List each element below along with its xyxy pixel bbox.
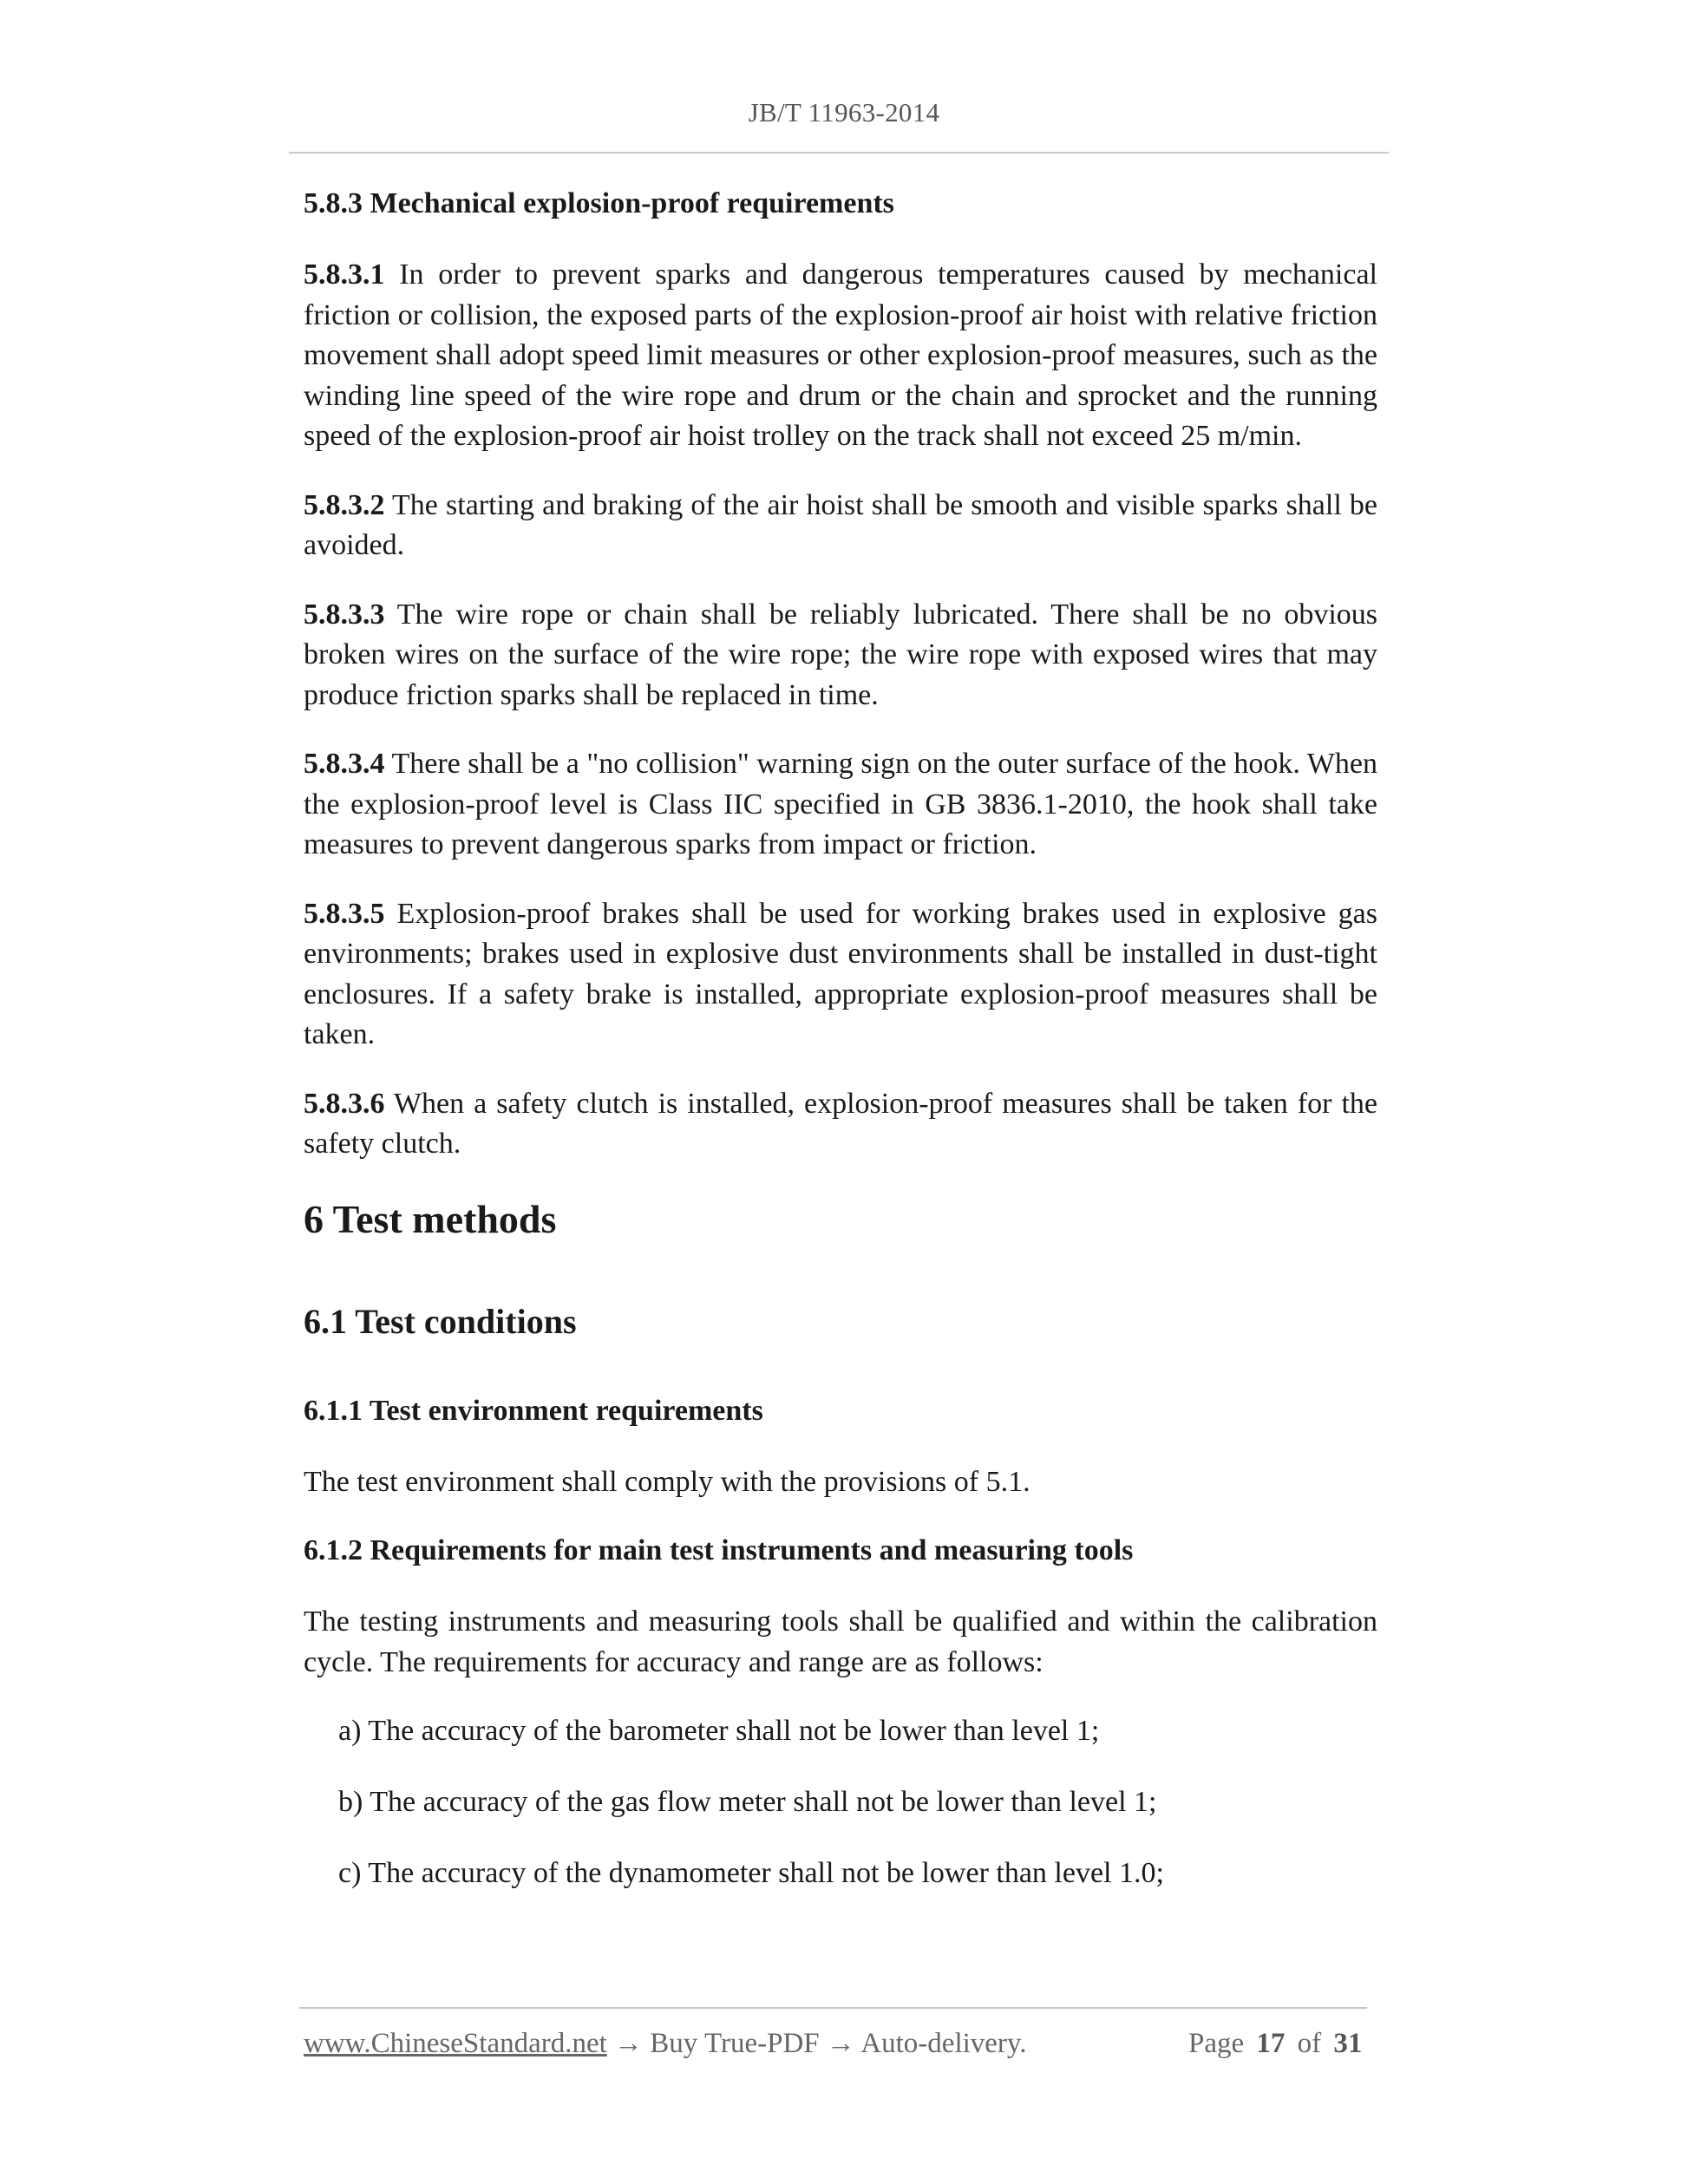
section-6-1-title: 6.1 Test conditions (304, 1301, 577, 1341)
list-item-c: c) The accuracy of the dynamometer shall not be lower than level 1.0; (338, 1857, 1164, 1889)
section-6-1-1-title: 6.1.1 Test environment requirements (304, 1394, 763, 1427)
clause-text: There shall be a "no collision" warning sign on the outer surface of the hook. When the explosion-proof level is Class IIC specified in GB 3836.1-2010, the hook shall take measures to prevent dangerous sparks from impact or friction. (304, 748, 1377, 860)
site-link[interactable]: www.ChineseStandard.net (304, 2028, 607, 2059)
clause-text: In order to prevent sparks and dangerous temperatures caused by mechanical friction or collision, the exposed parts of the explosion-proof air hoist with relative friction movement shall adopt speed limit measures or other explosion-proof measures, such as the winding line speed of the wire rope and drum or the chain and sprocket and the running speed of the explosion-proof air hoist trolley on the track shall not exceed 25 m/min. (304, 258, 1378, 452)
section-6-1-2-title: 6.1.2 Requirements for main test instruments and measuring tools (304, 1534, 1134, 1566)
clause-number: 5.8.3.6 (304, 1087, 385, 1120)
section-5-8-3-title: 5.8.3 Mechanical explosion-proof requirements (304, 187, 894, 219)
clause-text: Explosion-proof brakes shall be used for working brakes used in explosive gas environments; brakes used in explosive dust environments shall be installed in dust-tight enclosures. If a safety brake is installed, appropriate explosion-proof measures shall be taken. (304, 897, 1377, 1050)
running-header: JB/T 11963-2014 (748, 97, 940, 128)
clause-text: The wire rope or chain shall be reliably lubricated. There shall be no obvious broken wires on the surface of the wire rope; the wire rope with exposed wires that may produce friction sparks shall be replaced in time. (304, 598, 1377, 711)
list-item-b: b) The accuracy of the gas flow meter shall not be lower than level 1; (338, 1786, 1157, 1818)
section-6-1-2-text: The testing instruments and measuring tools shall be qualified and within the calibration cycle. The requirements for accuracy and range are as follows: (304, 1605, 1377, 1678)
clause-5-8-3-5 (304, 894, 1377, 1056)
footer-tagline: → Buy True-PDF → Auto-delivery. (614, 2028, 1027, 2059)
clause-text: The starting and braking of the air hoist shall be smooth and visible sparks shall be avoided. (304, 488, 1378, 561)
page-total: 31 (1333, 2028, 1363, 2059)
clause-number: 5.8.3.4 (304, 748, 385, 780)
list-item-a: a) The accuracy of the barometer shall not be lower than level 1; (338, 1715, 1100, 1747)
clause-number: 5.8.3.1 (304, 258, 385, 291)
clause-text: When a safety clutch is installed, explosion-proof measures shall be taken for the safety clutch. (304, 1087, 1377, 1160)
header-divider (289, 152, 1389, 154)
section-6-1-1-text: The test environment shall comply with the provisions of 5.1. (304, 1465, 1030, 1498)
clause-5-8-3-3 (304, 595, 1377, 716)
clause-5-8-3-4 (304, 744, 1377, 866)
footer-divider (299, 2007, 1367, 2009)
of-word: of (1297, 2028, 1322, 2059)
footer-promo (304, 2028, 1027, 2060)
page-counter (1188, 2028, 1362, 2060)
clause-5-8-3-2 (304, 486, 1377, 566)
clause-5-8-3-1 (304, 255, 1377, 457)
chapter-6-title: 6 Test methods (304, 1196, 557, 1241)
page-word: Page (1188, 2028, 1245, 2059)
page-body (304, 184, 1377, 1925)
clause-5-8-3-6 (304, 1084, 1377, 1165)
clause-number: 5.8.3.3 (304, 598, 385, 631)
clause-number: 5.8.3.5 (304, 897, 385, 930)
clause-number: 5.8.3.2 (304, 488, 385, 521)
page-number: 17 (1256, 2028, 1286, 2059)
